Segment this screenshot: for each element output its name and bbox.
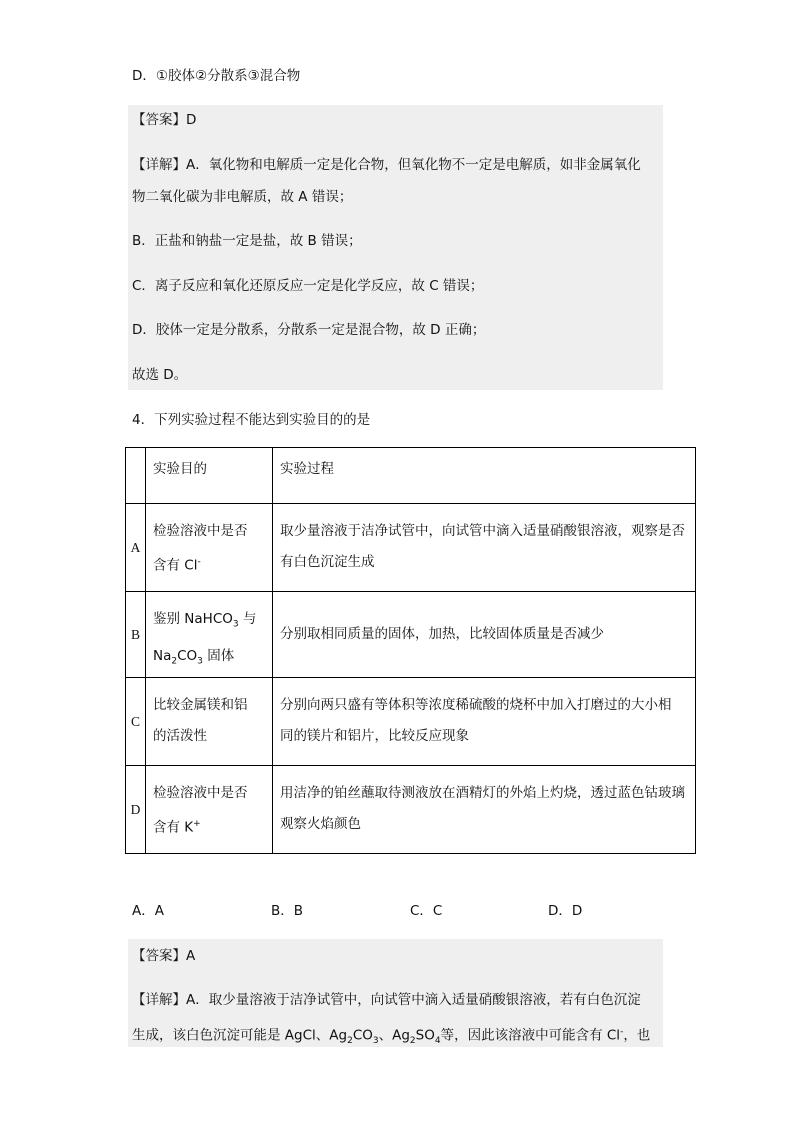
explanation-2-line-2: 生成，该白色沉淀可能是 AgCl、$Ag_2CO_3$、$Ag_2SO_4$等，因此该溶液中可能含有 Cl-，也 <box>132 1027 651 1047</box>
table-header-row <box>126 448 696 504</box>
row-c-purpose: 比较金属镁和铝 的活泼性 <box>146 678 273 766</box>
top-option-d: D．①胶体②分散系③混合物 <box>132 68 301 84</box>
option-c: C．C <box>410 903 443 919</box>
answer-label-2: 【答案】A <box>132 948 196 964</box>
table-header-purpose: 实验目的 <box>146 448 273 504</box>
explanation-1-line-5: D．胶体一定是分散系，分散系一定是混合物，故 D 正确； <box>132 322 486 338</box>
row-b-process: 分别取相同质量的固体，加热，比较固体质量是否减少 <box>273 592 696 678</box>
row-label-a: A <box>126 504 146 592</box>
row-c-process: 分别向两只盛有等体积等浓度稀硫酸的烧杯中加入打磨过的大小相 同的镁片和铝片，比较反应现象 <box>273 678 696 766</box>
table-row-a <box>126 504 696 592</box>
explanation-1-line-3: B．正盐和钠盐一定是盐，故 B 错误； <box>132 233 362 249</box>
explanation-1-line-4: C．离子反应和氧化还原反应一定是化学反应，故 C 错误； <box>132 278 484 294</box>
row-label-b: B <box>126 592 146 678</box>
explanation-2-line-1: 【详解】A．取少量溶液于洁净试管中，向试管中滴入适量硝酸银溶液，若有白色沉淀 <box>132 992 641 1008</box>
explanation-1-line-1: 【详解】A．氧化物和电解质一定是化合物，但氧化物不一定是电解质，如非金属氧化 <box>132 157 641 173</box>
table-header-empty <box>126 448 146 504</box>
option-d: D．D <box>548 903 583 919</box>
explanation-1-line-6: 故选 D。 <box>132 367 188 383</box>
explanation-1-line-2: 物二氧化碳为非电解质，故 A 错误； <box>132 189 353 205</box>
row-label-d: D <box>126 766 146 854</box>
question-4-stem: 4．下列实验过程不能达到实验目的的是 <box>132 412 371 428</box>
option-a: A．A <box>132 903 164 919</box>
row-label-c: C <box>126 678 146 766</box>
table-row-c <box>126 678 696 766</box>
table-row-d <box>126 766 696 854</box>
option-b: B．B <box>271 903 304 919</box>
row-a-process: 取少量溶液于洁净试管中，向试管中滴入适量硝酸银溶液，观察是否 有白色沉淀生成 <box>273 504 696 592</box>
table-row-b <box>126 592 696 678</box>
row-a-purpose: 检验溶液中是否 含有 Cl- <box>146 504 273 592</box>
row-d-purpose: 检验溶液中是否 含有 K+ <box>146 766 273 854</box>
experiment-table <box>125 447 696 854</box>
table-header-process: 实验过程 <box>273 448 696 504</box>
row-d-process: 用洁净的铂丝蘸取待测液放在酒精灯的外焰上灼烧，透过蓝色钴玻璃 观察火焰颜色 <box>273 766 696 854</box>
row-b-purpose: 鉴别 NaHCO$_3$ 与 $Na_2CO_3$ 固体 <box>146 592 273 678</box>
answer-label-1: 【答案】D <box>132 112 197 128</box>
